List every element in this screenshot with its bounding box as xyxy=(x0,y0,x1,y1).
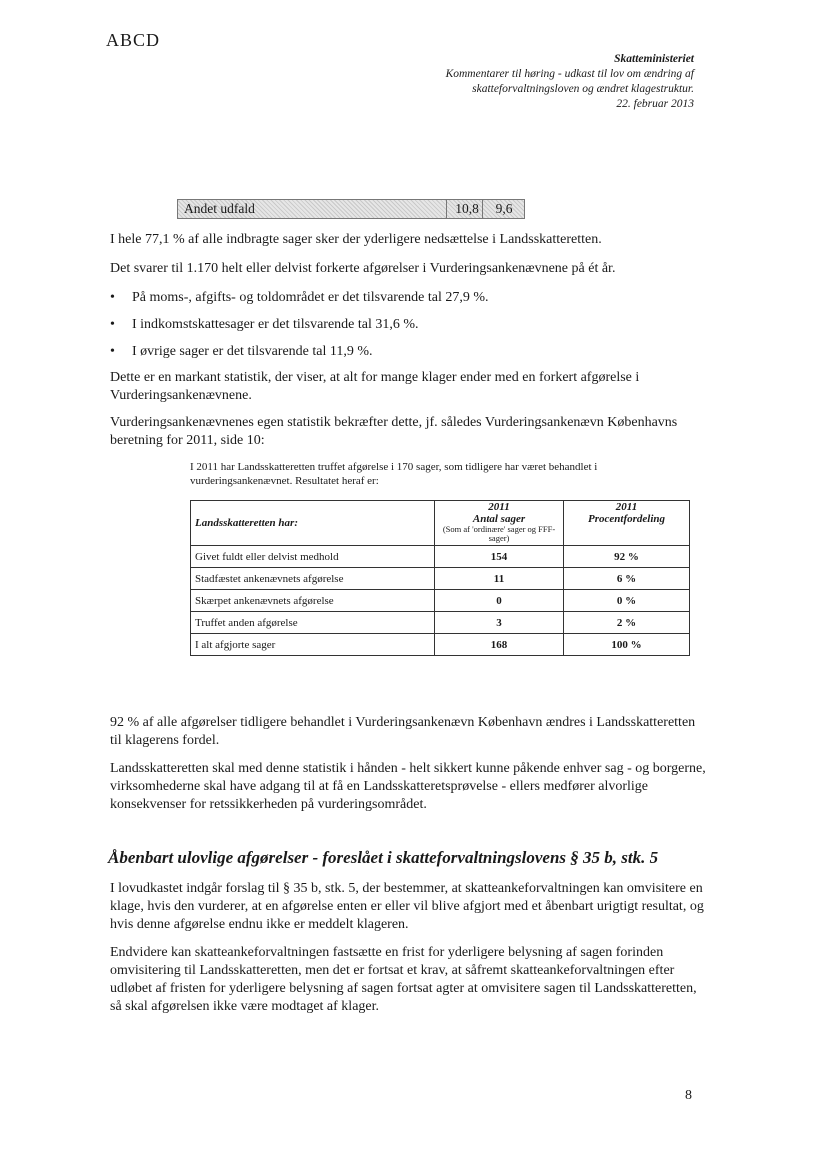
paragraph-6: Landsskatteretten skal med denne statistik i hånden - helt sikkert kunne påkende enhver sag - og borgerne, virksomhederne skal have adgang til at få en Landsskatteretsprøvelse - ellers medfører alvorlige konsekvenser for retssikkerheden på vurderingsområdet. xyxy=(110,761,706,812)
header-count-label: Antal sager xyxy=(472,513,526,525)
table-header-percent xyxy=(564,501,690,546)
header-pct-label: Procentfordeling xyxy=(588,513,665,525)
paragraph-2: Det svarer til 1.170 helt eller delvist forkerte afgørelser i Vurderingsankenævnene på ét år. xyxy=(110,261,616,276)
bullet-glyph: • xyxy=(110,290,115,305)
shaded-row-value-1: 10,8 xyxy=(446,200,487,218)
bullet-text: I indkomstskattesager er det tilsvarende tal 31,6 %. xyxy=(132,317,419,332)
section-heading: Åbenbart ulovlige afgørelser - foreslået i skatteforvaltningslovens § 35 b, stk. 5 xyxy=(108,848,659,867)
document-header xyxy=(334,52,694,112)
bullet-text: På moms-, afgifts- og toldområdet er det tilsvarende tal 27,9 %. xyxy=(132,290,489,305)
logo: ABCD xyxy=(106,30,161,50)
table-header-label: Landsskatteretten har: xyxy=(191,501,435,546)
table-row xyxy=(191,568,690,590)
shaded-row-value-2: 9,6 xyxy=(482,200,525,218)
row-count: 154 xyxy=(435,546,564,568)
row-label: I alt afgjorte sager xyxy=(191,634,435,656)
table-header-row xyxy=(191,501,690,546)
paragraph-8: Endvidere kan skatteankeforvaltningen fastsætte en frist for yderligere belysning af sagen forinden omvisitering til Landsskatteretten, men det er fortsat et krav, at såfremt skatteankeforvaltningen efter udløbet af fristen for yderligere belysning af sagen fortsat agter at omvisitere sagen til Landsskatteretten, så skal afgørelsen ikke være modtaget af klager. xyxy=(110,945,697,1014)
table-row xyxy=(191,590,690,612)
header-org: Skatteministeriet xyxy=(614,53,694,65)
table-row xyxy=(191,546,690,568)
shaded-row-label: Andet udfald xyxy=(184,201,255,216)
row-count: 3 xyxy=(435,612,564,634)
row-percent: 100 % xyxy=(564,634,690,656)
table-row xyxy=(191,612,690,634)
row-count: 168 xyxy=(435,634,564,656)
paragraph-1: I hele 77,1 % af alle indbragte sager sker der yderligere nedsættelse i Landsskatteretten. xyxy=(110,232,602,247)
row-count: 0 xyxy=(435,590,564,612)
table-header-count xyxy=(435,501,564,546)
header-pct-year: 2011 xyxy=(615,501,638,513)
header-count-year: 2011 xyxy=(488,501,510,513)
row-percent: 92 % xyxy=(564,546,690,568)
bullet-glyph: • xyxy=(110,317,115,332)
row-label: Givet fuldt eller delvist medhold xyxy=(191,546,435,568)
paragraph-7: I lovudkastet indgår forslag til § 35 b, stk. 5, der bestemmer, at skatteankeforvaltningen kan omvisitere en klage, hvis den vurderer, at en afgørelse enten er eller vil blive afgjort med et åbenbart urigtigt resultat, og hvis denne afgørelse endnu ikke er meddelt klageren. xyxy=(110,881,704,932)
row-label: Skærpet ankenævnets afgørelse xyxy=(191,590,435,612)
paragraph-5: 92 % af alle afgørelser tidligere behandlet i Vurderingsankenævn København ændres i Landsskatteretten til klagerens fordel. xyxy=(110,715,696,748)
header-date: 22. februar 2013 xyxy=(616,98,694,110)
row-count: 11 xyxy=(435,568,564,590)
header-count-note: (Som af 'ordinære' sager og FFF- sager) xyxy=(442,524,556,543)
row-label: Truffet anden afgørelse xyxy=(191,612,435,634)
row-label: Stadfæstet ankenævnets afgørelse xyxy=(191,568,435,590)
table-row xyxy=(191,634,690,656)
bullet-text: I øvrige sager er det tilsvarende tal 11,9 %. xyxy=(132,344,373,359)
row-percent: 6 % xyxy=(564,568,690,590)
quoted-intro: I 2011 har Landsskatteretten truffet afgørelse i 170 sager, som tidligere har været behandlet i vurderingsankenævnet. Resultatet heraf er: xyxy=(190,461,598,487)
paragraph-4: Vurderingsankenævnenes egen statistik bekræfter dette, jf. således Vurderingsankenævn Københavns beretning for 2011, side 10: xyxy=(110,415,678,448)
shaded-table-row xyxy=(177,199,525,219)
row-percent: 0 % xyxy=(564,590,690,612)
page-number: 8 xyxy=(685,1088,692,1103)
header-line1: Kommentarer til høring - udkast til lov om ændring af xyxy=(445,68,694,80)
bullet-glyph: • xyxy=(110,344,115,359)
row-percent: 2 % xyxy=(564,612,690,634)
header-line2: skatteforvaltningsloven og ændret klagestruktur. xyxy=(472,83,694,95)
paragraph-3: Dette er en markant statistik, der viser, at alt for mange klager ender med en forkert afgørelse i Vurderingsankenævnene. xyxy=(110,370,640,403)
statistics-table xyxy=(190,500,690,656)
